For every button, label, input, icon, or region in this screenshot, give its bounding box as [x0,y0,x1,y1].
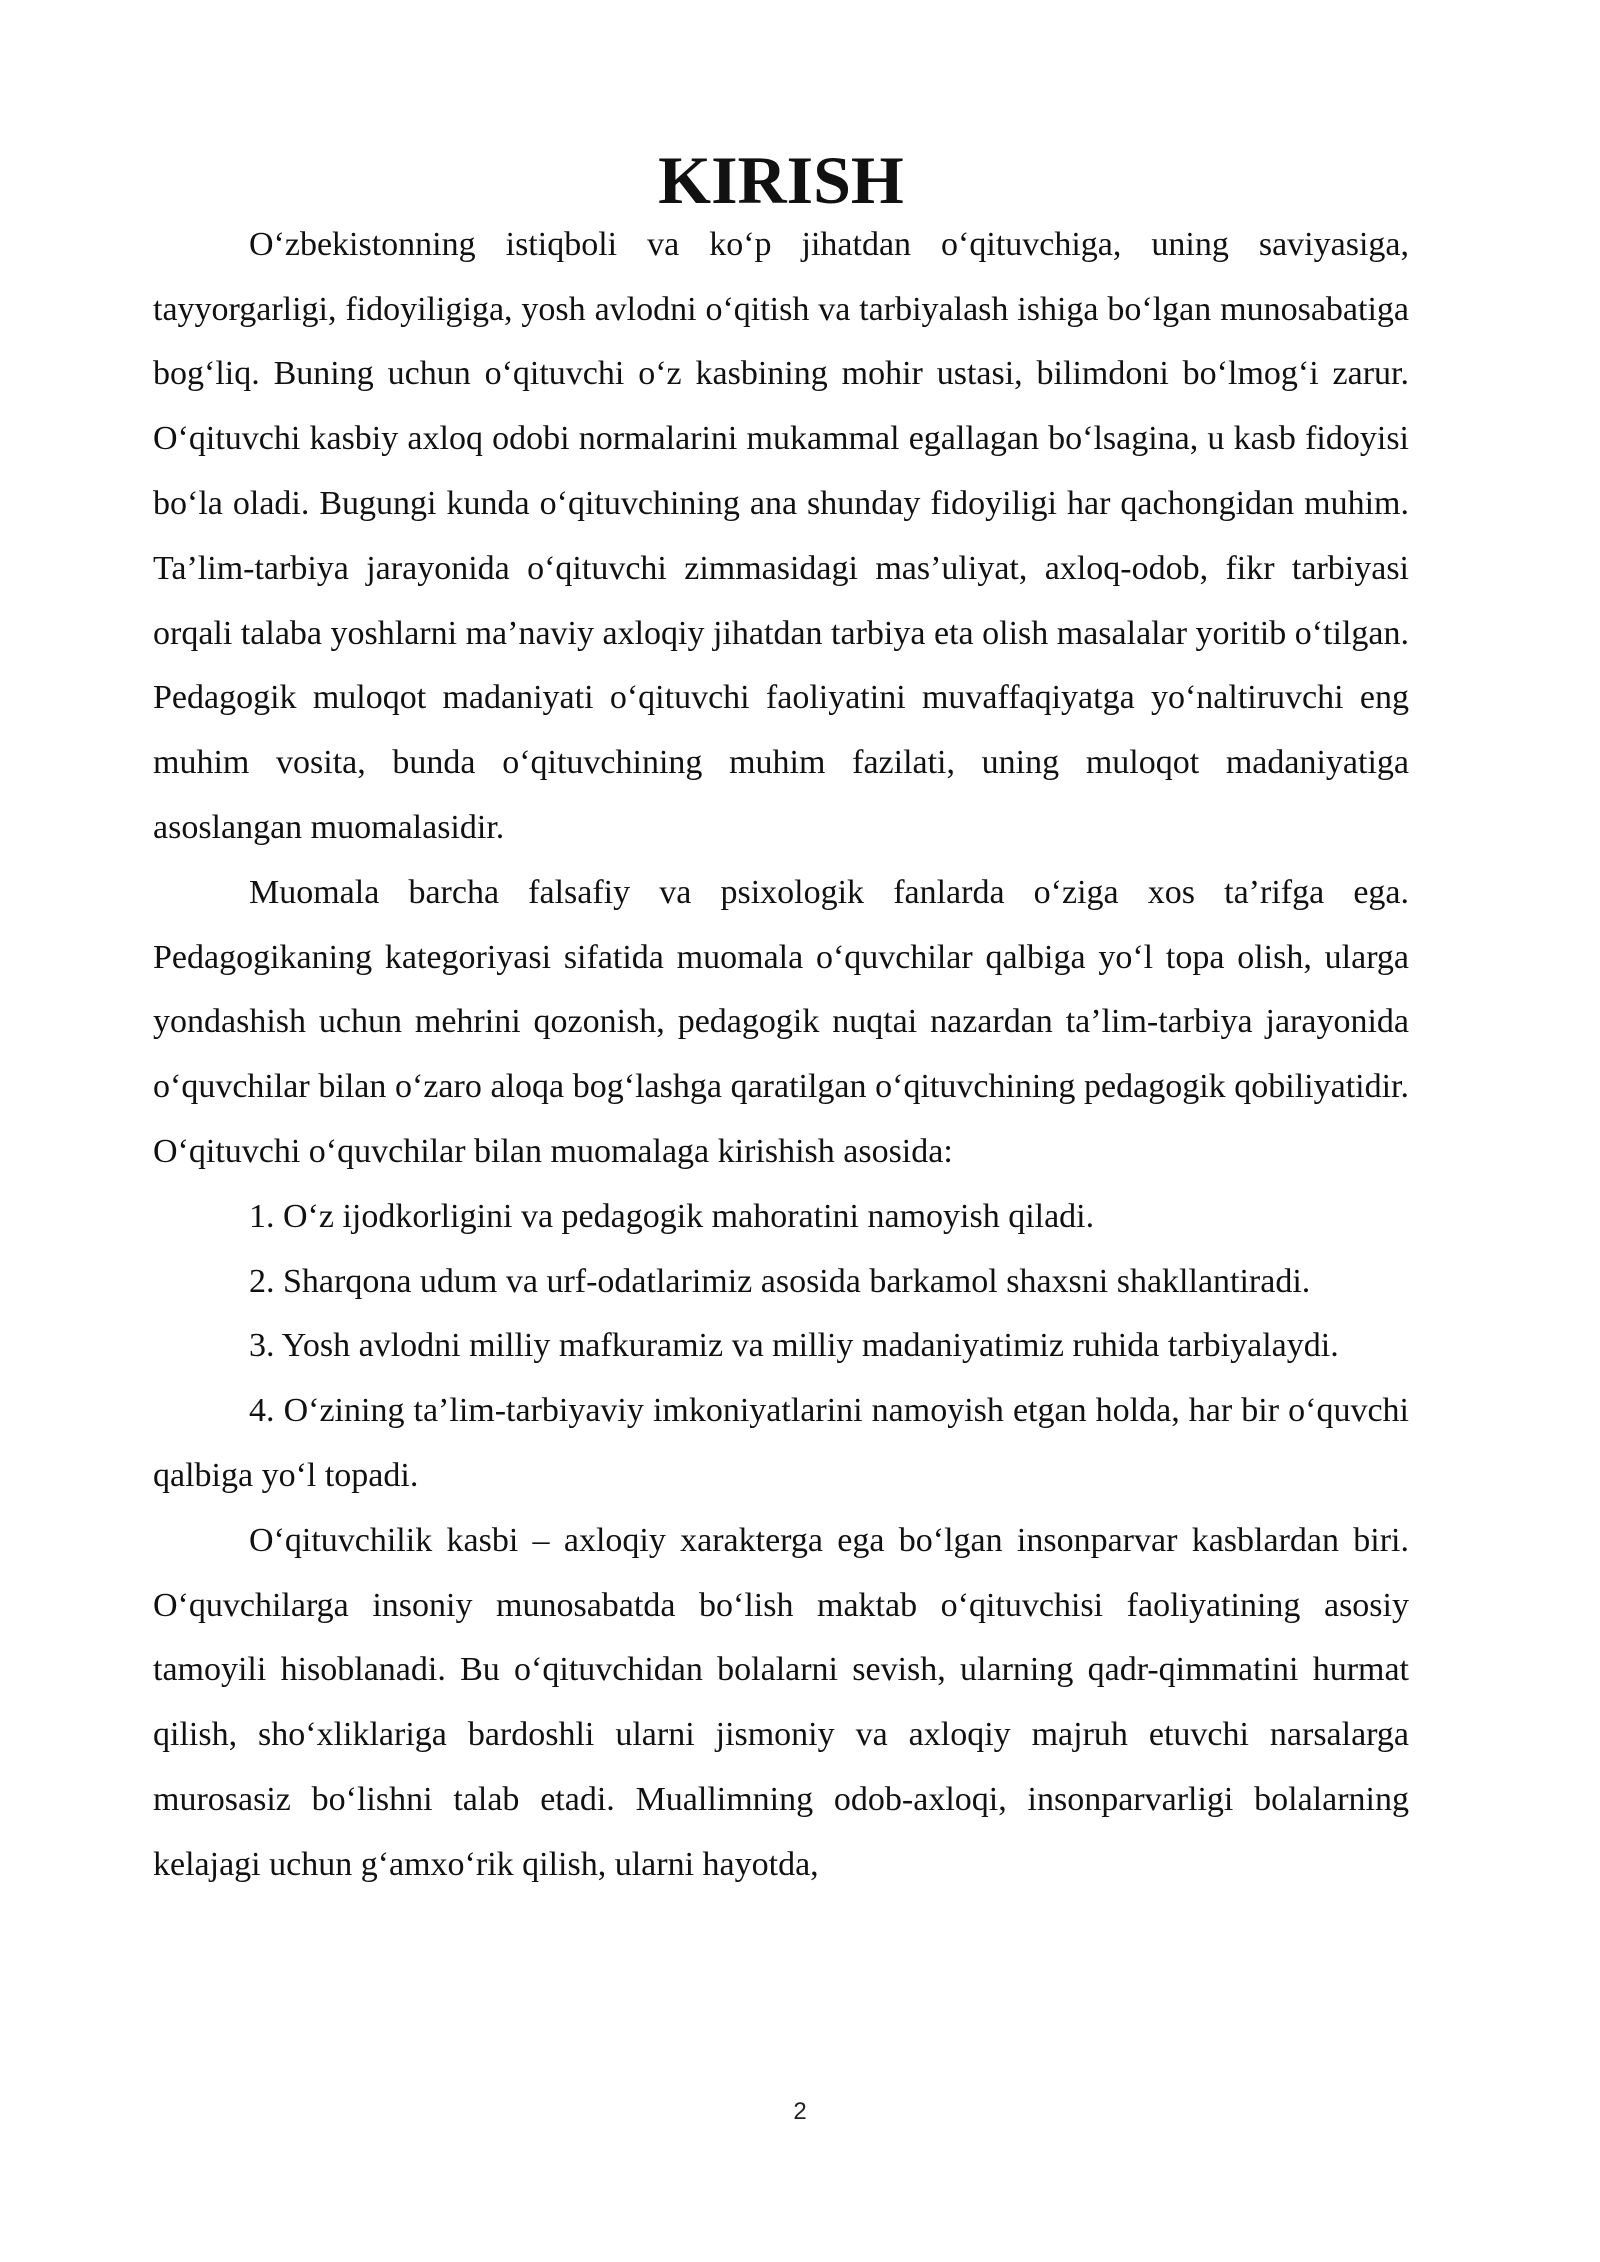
page-number: 2 [793,2098,807,2125]
list-item: 2. Sharqona udum va urf-odatlarimiz asosida barkamol shaxsni shakllantiradi. [249,1262,1311,1300]
paragraph-closing: O‘qituvchilik kasbi – axloqiy xarakterga ega bo‘lgan insonparvar kasblardan biri. O‘quvchilarga insoniy munosabatda bo‘lish maktab o‘qituvchisi faoliyatining asosiy tamoyili hisoblanadi. Bu o‘qituvchidan bolalarni sevish, ularning qadr-qimmatini hurmat qilish, sho‘xliklariga bardoshli ularni jismoniy va axloqiy majruh etuvchi narsalarga murosasiz bo‘lishni talab etadi. Muallimning odob-axloqi, insonparvarligi bolalarning kelajagi uchun g‘amxo‘rik qilish, ularni hayotda, [153,1521,1409,1883]
paragraph-intro: O‘zbekistonning istiqboli va ko‘p jihatdan o‘qituvchiga, uning saviyasiga, tayyorgarligi, fidoyiligiga, yosh avlodni o‘qitish va tarbiyalash ishiga bo‘lgan munosabatiga bog‘liq. Buning uchun o‘qituvchi o‘z kasbining mohir ustasi, bilimdoni bo‘lmog‘i zarur. O‘qituvchi kasbiy axloq odobi normalarini mukammal egallagan bo‘lsagina, u kasb fidoyisi bo‘la oladi. Bugungi kunda o‘qituvchining ana shunday fidoyiligi har qachongidan muhim. Ta’lim-tarbiya jarayonida o‘qituvchi zimmasidagi mas’uliyat, axloq-odob, fikr tarbiyasi orqali talaba yoshlarni ma’naviy axloqiy jihatdan tarbiya eta olish masalalar yoritib o‘tilgan. Pedagogik muloqot madaniyati o‘qituvchi faoliyatini muvaffaqiyatga yo‘naltiruvchi eng muhim vosita, bunda o‘qituvchining muhim fazilati, uning muloqot madaniyatiga asoslangan muomalasidir. [153,225,1409,846]
list-item: 4. O‘zining ta’lim-tarbiyaviy imkoniyatlarini namoyish etgan holda, har bir o‘quvchi qalbiga yo‘l topadi. [153,1392,1409,1494]
document-body [153,142,1409,1898]
numbered-list [153,1185,1409,1509]
list-item: 3. Yosh avlodni milliy mafkuramiz va milliy madaniyatimiz ruhida tarbiyalaydi. [249,1327,1339,1365]
list-item: 1. O‘z ijodkorligini va pedagogik mahoratini namoyish qiladi. [249,1197,1095,1235]
paragraph-muomala: Muomala barcha falsafiy va psixologik fanlarda o‘ziga xos ta’rifga ega. Pedagogikaning kategoriyasi sifatida muomala o‘quvchilar qalbiga yo‘l topa olish, ularga yondashish uchun mehrini qozonish, pedagogik nuqtai nazardan ta’lim-tarbiya jarayonida o‘quvchilar bilan o‘zaro aloqa bog‘lashga qaratilgan o‘qituvchining pedagogik qobiliyatidir. O‘qituvchi o‘quvchilar bilan muomalaga kirishish asosida: [153,873,1409,1170]
page-title: KIRISH [658,142,904,218]
